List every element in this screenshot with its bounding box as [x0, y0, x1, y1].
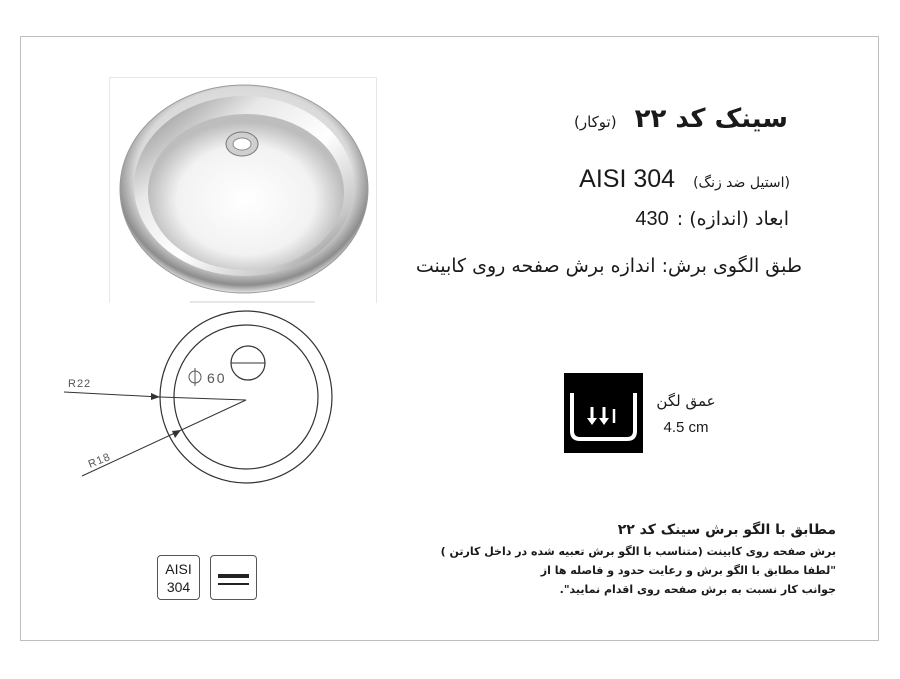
- thickness-bar-thick: [218, 574, 249, 578]
- sheet-thickness-icon: [210, 555, 257, 600]
- dimensions-line: [635, 208, 789, 231]
- drain-label: 60: [207, 370, 227, 386]
- aisi-badge-top: AISI: [165, 561, 192, 577]
- aisi-badge-bottom: 304: [166, 579, 191, 595]
- sink-image: [110, 78, 376, 303]
- note-line: جوانب کار نسبت به برش صفحه روی اقدام نمایید".: [559, 583, 836, 596]
- technical-drawing: [50, 300, 350, 540]
- outer-rim-circle: [160, 311, 332, 483]
- note-line: برش صفحه روی کابینت (متناسب با الگو برش تعبیه شده در داخل کارتن ): [440, 545, 836, 558]
- dimensions-label: ابعاد (اندازه) :: [676, 208, 789, 230]
- r22-arrow: [151, 393, 160, 400]
- sink-photo: [109, 77, 377, 303]
- basin-depth-icon: [564, 373, 643, 453]
- dimensions-value: 430: [635, 208, 669, 230]
- r22-center-line: [160, 397, 246, 400]
- product-subtitle: (توکار): [573, 113, 617, 131]
- depth-label: عمق لگن: [656, 392, 716, 410]
- cutting-note: [440, 522, 836, 599]
- r18-arrow: [172, 430, 181, 438]
- r22-leader: [64, 392, 160, 397]
- depth-value: 4.5 cm: [663, 419, 709, 436]
- r18-label: R18: [86, 450, 113, 471]
- material-line: [579, 165, 790, 194]
- aisi-badge: [157, 555, 200, 600]
- note-title: مطابق با الگو برش سینک کد ۲۲: [617, 522, 836, 538]
- diameter-symbol: [189, 368, 201, 386]
- material-grade: AISI 304: [579, 165, 676, 193]
- cut-note: طبق الگوی برش: اندازه برش صفحه روی کابینت: [415, 255, 802, 277]
- r22-label: R22: [68, 378, 92, 390]
- product-title-line: [574, 104, 788, 134]
- note-line: "لطفا مطابق با الگو برش و رعایت حدود و فاصله ها از: [540, 564, 836, 577]
- thickness-bar-thin: [218, 583, 249, 585]
- product-title: سینک کد ۲۲: [634, 104, 788, 134]
- material-note: (استیل ضد زنگ): [693, 175, 790, 191]
